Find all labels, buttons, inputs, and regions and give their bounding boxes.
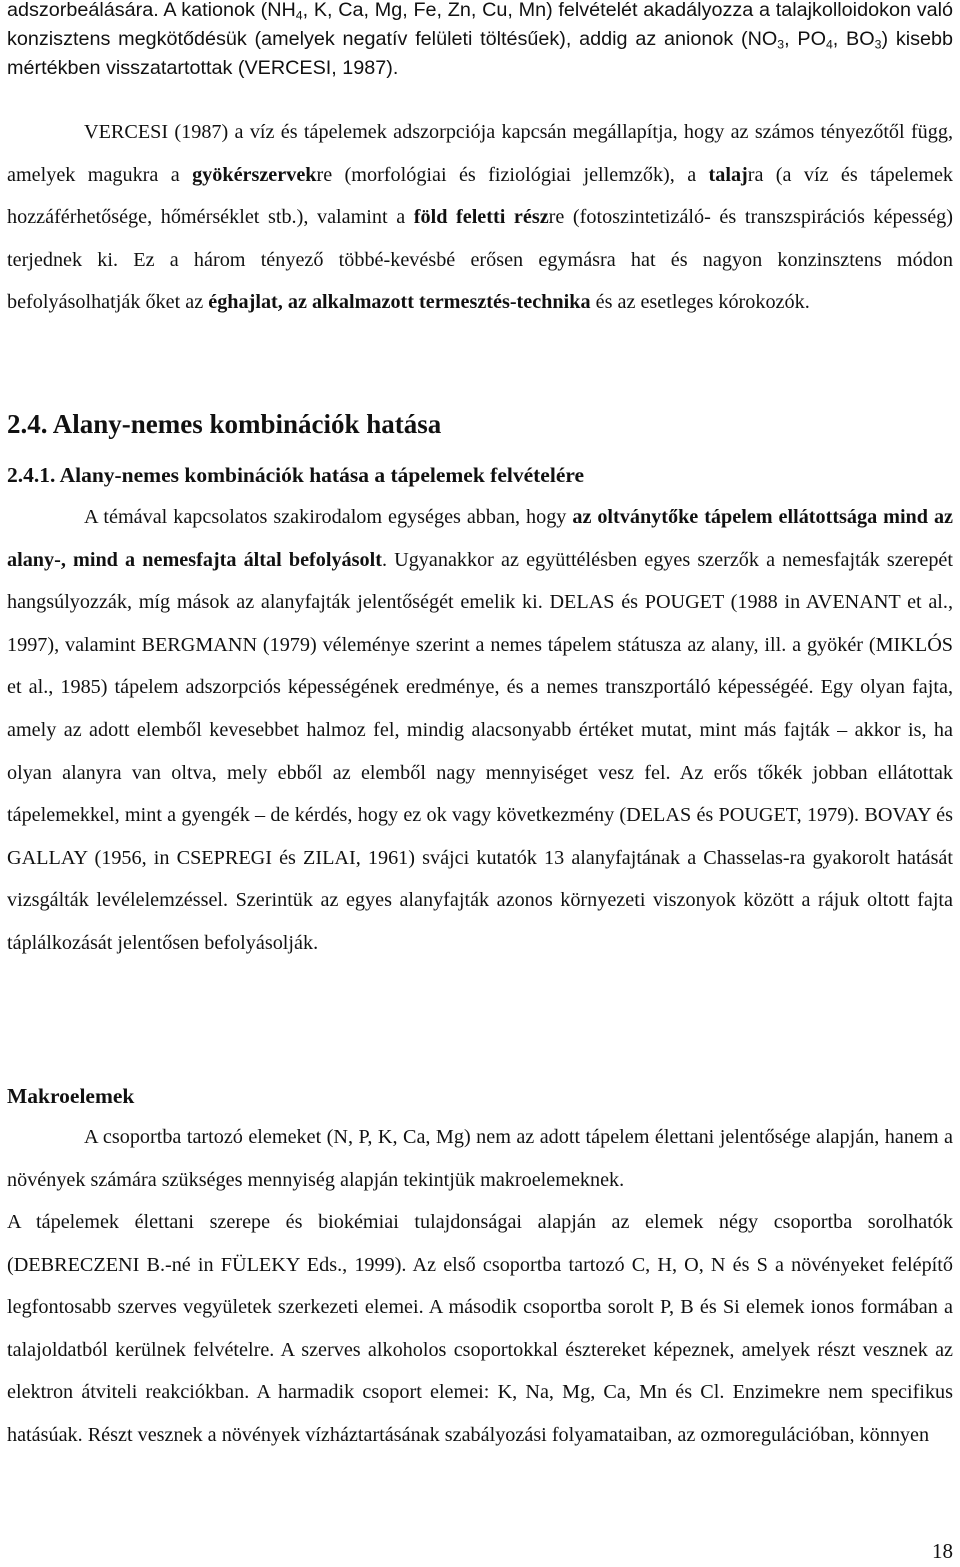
intro-sub-bo3: 3 — [874, 37, 882, 52]
page-number: 18 — [932, 1539, 953, 1563]
vercesi-text-4: re (fotoszintetizáló- és transzspirációs képesség) terjednek ki. Ez a három tényező többé-kevésbé erősen egymásra hat és nagyon konzinsztens módon befolyásolhatják őket az — [7, 206, 953, 314]
intro-text-1: adszorbeálására. A kationok (NH — [7, 0, 296, 21]
intro-text-4: , BO — [832, 28, 875, 50]
intro-sub-no3: 3 — [777, 37, 785, 52]
intro-sub-po4: 4 — [825, 37, 833, 52]
section-heading-2-4: 2.4. Alany-nemes kombinációk hatása — [7, 409, 442, 439]
vercesi-text-2: re (morfológiai és fiziológiai jellemzők), a — [316, 163, 709, 186]
makroelemek-heading: Makroelemek — [7, 1084, 135, 1108]
vercesi-text-3: ra (a víz és tápelemek hozzáférhetősége, hőmérséklet stb.), valamint a — [7, 163, 954, 229]
vercesi-bold-above-ground: föld feletti rész — [413, 206, 549, 229]
vercesi-bold-roots: gyökérszervek — [192, 163, 317, 186]
vercesi-bold-soil: talaj — [708, 163, 748, 186]
alany-paragraph — [7, 496, 953, 965]
makro-paragraph-2: A tápelemek élettani szerepe és biokémiai tulajdonságai alapján az elemek négy csoportba sorolhatók (DEBRECZENI B.-né in FÜLEKY Eds., 1999). Az első csoportba tartozó C, H, O, N és S a növényeket felépítő legfontosabb szerves vegyületek szerkezeti elemei. A második csoportba sorolt P, B és Si elemek ionos formában a talajoldatból kerülnek felvételre. A szerves alkoholos csoportokkal észtereket képeznek, amelyek részt vesznek az elektron átviteli reakciókban. A harmadik csoport elemei: K, Na, Mg, Ca, Mn és Cl. Enzimekre nem specifikus hatásúak. Részt vesznek a növények vízháztartásának szabályozási folyamataiban, az ozmoregulációban, könnyen — [7, 1211, 953, 1446]
alany-bold-statement: az oltványtőke tápelem ellátottsága mind az alany-, mind a nemesfajta által befolyásolt — [7, 506, 953, 571]
intro-sub-nh4: 4 — [295, 8, 303, 23]
intro-text-2: , K, Ca, Mg, Fe, Zn, Cu, Mn) felvételét akadályozza a talajkolloidokon való konzisztens megkötődésük (amelyek negatív felületi töltésűek), addig az anionok (NO — [7, 0, 953, 50]
alany-text-2: . Ugyanakkor az együttélésben egyes szerzők a nemesfajták szerepét hangsúlyozzák, míg mások az alanyfajták jelentőségét emelik ki. DELAS és POUGET (1988 in AVENANT et al., 1997), valamint BERGMANN (1979) véleménye szerint a nemes tápelem státusza az alany, ill. a gyökér (MIKLÓS et al., 1985) tápelem adszorpciós képességének eredménye, és a nemes transzportáló képességéé. Egy olyan fajta, amely az adott elemből kevesebbet halmoz fel, mindig alacsonyabb értéket mutat, mint más fajták – akkor is, ha olyan alanyra van oltva, mely ebből az elemből nagy mennyiséget vesz fel. Az erős tőkék jobban ellátottak tápelemekkel, mint a gyengék – de kérdés, hogy ez ok vagy következmény (DELAS és POUGET, 1979). BOVAY és GALLAY (1956, in CSEPREGI és ZILAI, 1961) svájci kutatók 13 alanyfajtának a Chasselas-ra gyakorolt hatását vizsgálták levélelemzéssel. Szerintük az egyes alanyfajták azonos környezeti viszonyok között a rájuk oltott fajta táplálkozását jelentősen befolyásolják. — [7, 548, 953, 954]
intro-text-3: , PO — [784, 28, 826, 50]
alany-text-1: A témával kapcsolatos szakirodalom egységes abban, hogy — [84, 506, 573, 528]
intro-text-5: ) kisebb mértékben visszatartottak (VERCESI, 1987). — [7, 28, 953, 79]
intro-paragraph — [7, 0, 953, 83]
vercesi-text-5: és az esetleges kórokozók. — [590, 291, 810, 314]
vercesi-paragraph — [7, 111, 953, 324]
section-heading-2-4-1: 2.4.1. Alany-nemes kombinációk hatása a tápelemek felvételére — [7, 463, 585, 487]
vercesi-bold-climate: éghajlat, az alkalmazott termesztés-technika — [208, 291, 591, 314]
vercesi-text-1: VERCESI (1987) a víz és tápelemek adszorpciója kapcsán megállapítja, hogy az számos tényezőtől függ, amelyek magukra a — [7, 121, 953, 186]
makro-paragraph-1: A csoportba tartozó elemeket (N, P, K, Ca, Mg) nem az adott tápelem élettani jelentősége alapján, hanem a növények számára szükséges mennyiség alapján tekintjük makroelemeknek. — [7, 1126, 953, 1191]
